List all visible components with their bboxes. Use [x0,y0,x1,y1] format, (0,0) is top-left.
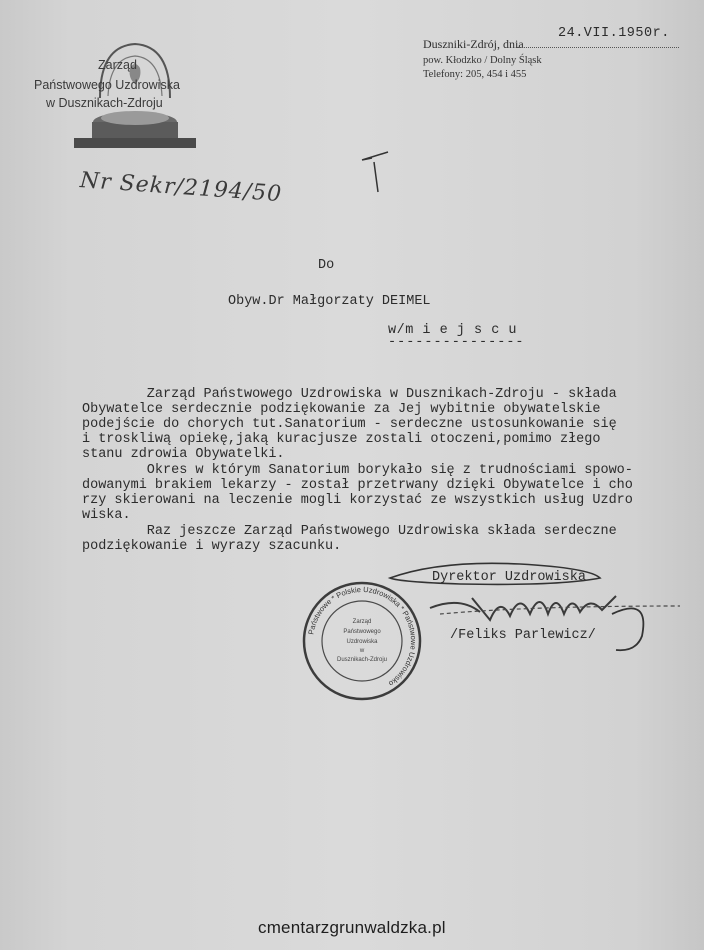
official-stamp [300,579,424,703]
body-line: rzy skierowani na leczenie mogli korzystać ze wszystkich usług Uzdro [82,493,633,508]
stamp-inner-line: Państwowego [343,629,381,635]
stamp-inner-line: Zarząd [352,619,372,625]
body-line: dowanymi brakiem lekarzy - został przetrwany dzięki Obywatelce i cho [82,478,633,493]
org-name-line2: Państwowego Uzdrowiska [34,78,180,92]
recipient-underline: --------------- [388,335,525,350]
org-name-line3: w Dusznikach-Zdroju [46,96,163,110]
body-line: wiska. [82,508,131,523]
sanatorium-logo [70,38,200,150]
source-watermark: cmentarzgrunwaldzka.pl [258,918,446,937]
body-line: Zarząd Państwowego Uzdrowiska w Dusznikach-Zdroju - składa [82,387,617,402]
recipient-name: Obyw.Dr Małgorzaty DEIMEL [228,294,431,309]
director-title: Dyrektor Uzdrowiska [432,570,586,585]
letter-date: 24.VII.1950r. [558,26,670,41]
letterhead-address: pow. Kłodzko / Dolny Śląsk [423,55,542,66]
place-label: Duszniki-Zdrój, dnia [423,37,524,52]
body-line: Raz jeszcze Zarząd Państwowego Uzdrowiska składa serdeczne [82,524,617,539]
body-line: Okres w którym Sanatorium borykało się z trudnościami spowo- [82,463,633,478]
pen-mark-icon [352,148,392,198]
stamp-inner-line: Dusznikach-Zdroju [336,657,388,663]
recipient-location: w/m i e j s c u [388,323,518,338]
letterhead-phone: Telefony: 205, 454 i 455 [423,69,527,80]
stamp-inner-line: Uzdrowiska [346,639,378,645]
reference-number: Nr Sekr/2194/50 [79,168,283,208]
signer-name: /Feliks Parlewicz/ [450,628,596,643]
org-name-line1: Zarząd [98,58,137,72]
body-line: podziękowanie i wyrazy szacunku. [82,539,342,554]
stamp-inner-line: w [359,648,365,654]
body-line: stanu zdrowia Obywatelki. [82,447,285,462]
recipient-to: Do [318,258,335,273]
body-line: i troskliwą opiekę,jaką kuracjusze zostali otoczeni,pomimo złego [82,432,601,447]
date-line [517,47,679,48]
body-line: Obywatelce serdecznie podziękowanie za Jej wybitnie obywatelskie [82,402,601,417]
body-line: podejście do chorych tut.Sanatorium - serdeczne ustosunkowanie się [82,417,617,432]
stamp-outer-text: Państwowe * Polskie Uzdrowiska * Państwowe Uzdrowisko [306,584,419,689]
